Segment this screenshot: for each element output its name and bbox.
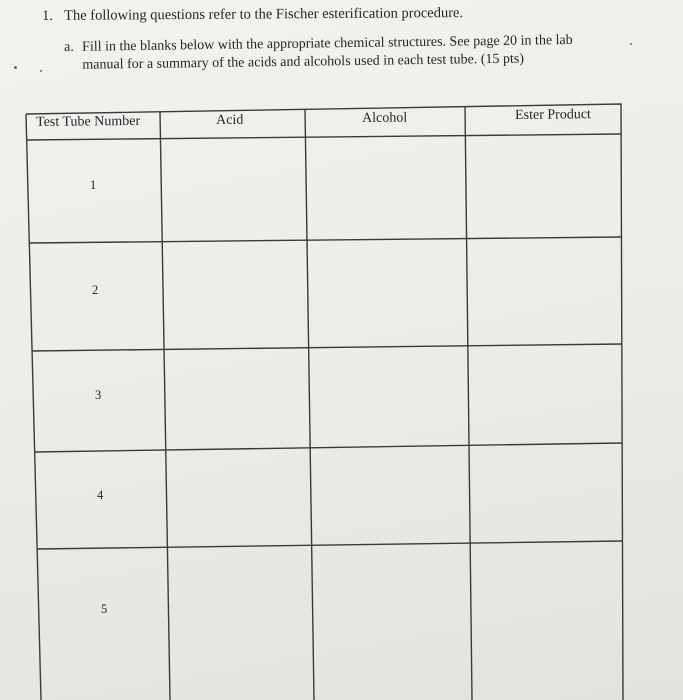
part-a-line-1: Fill in the blanks below with the appropriate chemical structures. See page 20 in the lab — [82, 32, 573, 55]
row-number-4: 4 — [97, 488, 104, 502]
header-ester-product: Ester Product — [515, 107, 591, 123]
question-number: 1. — [42, 7, 54, 24]
row-number-1: 1 — [90, 178, 97, 192]
header-test-tube-number: Test Tube Number — [36, 113, 141, 130]
header-acid: Acid — [216, 112, 244, 128]
row-number-3: 3 — [95, 388, 102, 402]
row-number-5: 5 — [101, 602, 108, 616]
question-text: The following questions refer to the Fischer esterification procedure. — [64, 5, 464, 24]
part-a-line-2: manual for a summary of the acids and alcohols used in each test tube. (15 pts) — [82, 51, 525, 73]
header-alcohol: Alcohol — [362, 110, 408, 126]
row-number-2: 2 — [92, 283, 99, 297]
part-a-marker: a. — [64, 39, 74, 55]
